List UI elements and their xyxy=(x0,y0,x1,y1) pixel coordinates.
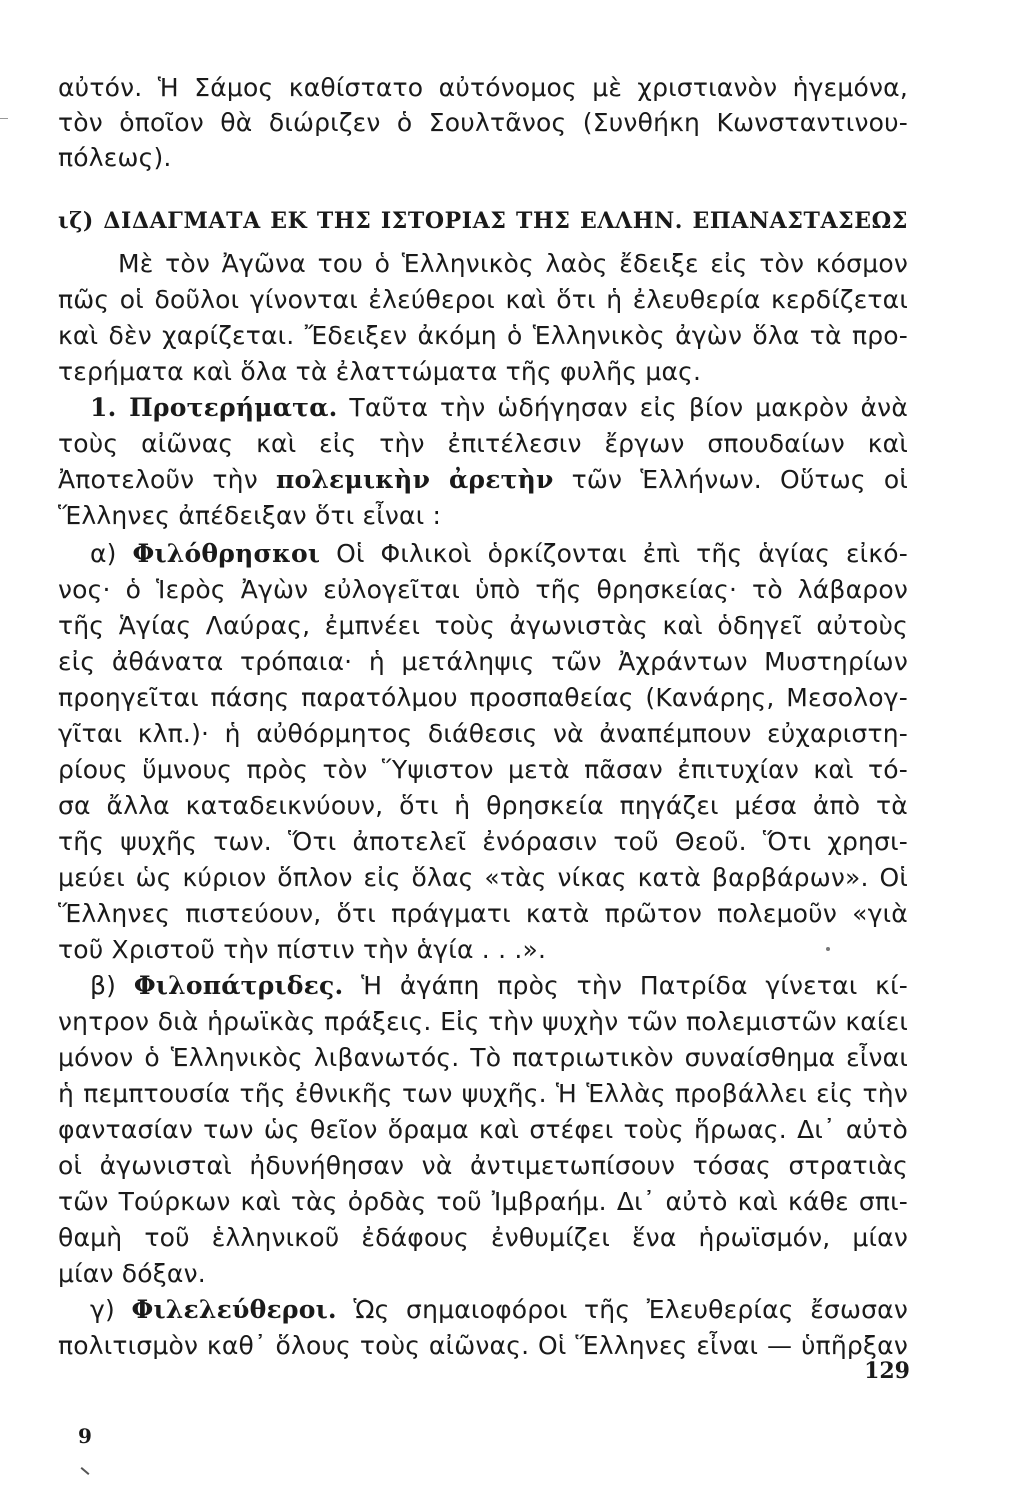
text-line: νητρον διὰ ἡρωϊκὰς πράξεις. Εἰς τὴν ψυχὴν τῶν πολεμιστῶν καίει xyxy=(58,1007,908,1036)
text-line: πόλεως). xyxy=(58,143,172,172)
item-prefix: γ) xyxy=(90,1295,132,1324)
section-heading: ιζ) ΔΙΔΑΓΜΑΤΑ ΕΚ ΤΗΣ ΙΣΤΟΡΙΑΣ ΤΗΣ ΕΛΛΗΝ. ΕΠΑΝΑΣΤΑΣΕΩΣ xyxy=(58,208,908,234)
text-line: τερήματα καὶ ὅλα τὰ ἐλαττώματα τῆς φυλῆς μας. xyxy=(58,357,702,386)
item-alpha-line xyxy=(90,536,908,572)
text-span: Ταῦτα τὴν ὡδήγησαν εἰς βίον μακρὸν ἀνὰ xyxy=(337,393,908,422)
paragraph-first-line: Μὲ τὸν Ἀγῶνα του ὁ Ἑλληνικὸς λαὸς ἔδειξε εἰς τὸν κόσμον xyxy=(118,249,908,278)
text-line: εἰς ἀθάνατα τρόπαια· ἡ μετάληψις τῶν Ἀχράντων Μυστηρίων xyxy=(58,647,908,676)
text-line: γῖται κλπ.)· ἡ αὐθόρμητος διάθεσις νὰ ἀναπέμπουν εὐχαριστη- xyxy=(58,719,908,748)
text-line: ἡ πεμπτουσία τῆς ἐθνικῆς των ψυχῆς. Ἡ Ἑλλὰς προβάλλει εἰς τὴν xyxy=(58,1079,908,1108)
text-line: τοῦ Χριστοῦ τὴν πίστιν τὴν ἁγία . . .». xyxy=(58,935,547,964)
item-prefix: β) xyxy=(90,971,134,1000)
item-prefix: α) xyxy=(90,539,133,568)
subsection-line xyxy=(90,390,908,426)
scan-mark xyxy=(81,1467,90,1475)
text-line: Ἕλληνες πιστεύουν, ὅτι πράγματι κατὰ πρῶτον πολεμοῦν «γιὰ xyxy=(58,899,908,928)
print-speck xyxy=(826,947,830,951)
text-line: τῆς Ἁγίας Λαύρας, ἐμπνέει τοὺς ἀγωνιστὰς καὶ ὁδηγεῖ αὐτοὺς xyxy=(58,611,908,640)
text-line: πολιτισμὸν καθ᾽ ὅλους τοὺς αἰῶνας. Οἱ Ἕλληνες εἶναι — ὑπῆρξαν xyxy=(58,1331,908,1360)
text-span: Οἱ Φιλικοὶ ὁρκίζονται ἐπὶ τῆς ἁγίας εἰκό- xyxy=(320,539,908,568)
text-line: τοὺς αἰῶνας καὶ εἰς τὴν ἐπιτέλεσιν ἔργων σπουδαίων καὶ xyxy=(58,429,908,458)
text-line: μόνον ὁ Ἑλληνικὸς λιβανωτός. Τὸ πατριωτικὸν συναίσθημα εἶναι xyxy=(58,1043,908,1072)
text-line: νος· ὁ Ἱερὸς Ἀγὼν εὐλογεῖται ὑπὸ τῆς θρησκείας· τὸ λάβαρον xyxy=(58,575,908,604)
text-line: σα ἄλλα καταδεικνύουν, ὅτι ἡ θρησκεία πηγάζει μέσα ἀπὸ τὰ xyxy=(58,791,908,820)
item-label: Φιλοπάτριδες. xyxy=(133,971,344,1000)
text-line: θαμὴ τοῦ ἑλληνικοῦ ἐδάφους ἐνθυμίζει ἕνα ἡρωϊσμόν, μίαν xyxy=(58,1223,908,1252)
item-label: Φιλόθρησκοι xyxy=(132,539,321,568)
signature-mark: 9 xyxy=(78,1424,92,1448)
item-label: Φιλελεύθεροι. xyxy=(131,1295,337,1324)
text-line: τὸν ὁποῖον θὰ διώριζεν ὁ Σουλτᾶνος (Συνθήκη Κωνσταντινου- xyxy=(58,108,908,137)
text-line: Ἕλληνες ἀπέδειξαν ὅτι εἶναι : xyxy=(58,501,442,530)
text-span: Ἀποτελοῦν τὴν xyxy=(58,465,276,494)
text-line: ρίους ὕμνους πρὸς τὸν Ὕψιστον μετὰ πᾶσαν ἐπιτυχίαν καὶ τό- xyxy=(58,755,908,784)
text-line: καὶ δὲν χαρίζεται. Ἔδειξεν ἀκόμη ὁ Ἑλληνικὸς ἀγὼν ὅλα τὰ προ- xyxy=(58,321,908,350)
item-gamma-line xyxy=(90,1292,908,1328)
text-line: φαντασίαν των ὡς θεῖον ὅραμα καὶ στέφει τοὺς ἥρωας. Δι᾽ αὐτὸ xyxy=(58,1115,908,1144)
scan-edge-mark xyxy=(0,118,8,119)
text-line: μίαν δόξαν. xyxy=(58,1259,206,1288)
text-span: τῶν Ἑλλήνων. Οὕτως οἱ xyxy=(553,465,908,494)
text-span: Ὡς σημαιοφόροι τῆς Ἐλευθερίας ἔσωσαν xyxy=(353,1295,908,1324)
text-line: προηγεῖται πάσης παρατόλμου προσπαθείας (Κανάρης, Μεσολογ- xyxy=(58,683,908,712)
page-number: 129 xyxy=(864,1358,910,1384)
text-span: Ἡ ἀγάπη πρὸς τὴν Πατρίδα γίνεται κί- xyxy=(343,971,908,1000)
item-beta-line xyxy=(90,968,908,1004)
text-line xyxy=(58,462,908,498)
emphasis-text: πολεμικὴν ἀρετὴν xyxy=(275,465,554,494)
text-line: αὐτόν. Ἡ Σάμος καθίστατο αὐτόνομος μὲ χριστιανὸν ἡγεμόνα, xyxy=(58,73,908,102)
text-line: τῶν Τούρκων καὶ τὰς ὀρδὰς τοῦ Ἰμβραήμ. Δι᾽ αὐτὸ καὶ κάθε σπι- xyxy=(58,1187,908,1216)
text-line: πῶς οἱ δοῦλοι γίνονται ἐλεύθεροι καὶ ὅτι ἡ ἐλευθερία κερδίζεται xyxy=(58,285,908,314)
text-line: οἱ ἀγωνισταὶ ἠδυνήθησαν νὰ ἀντιμετωπίσουν τόσας στρατιὰς xyxy=(58,1151,908,1180)
subsection-label: 1. Προτερήματα. xyxy=(90,393,338,422)
text-line: μεύει ὡς κύριον ὅπλον εἰς ὅλας «τὰς νίκας κατὰ βαρβάρων». Οἱ xyxy=(58,863,908,892)
text-line: τῆς ψυχῆς των. Ὅτι ἀποτελεῖ ἐνόρασιν τοῦ Θεοῦ. Ὅτι χρησι- xyxy=(58,827,908,856)
